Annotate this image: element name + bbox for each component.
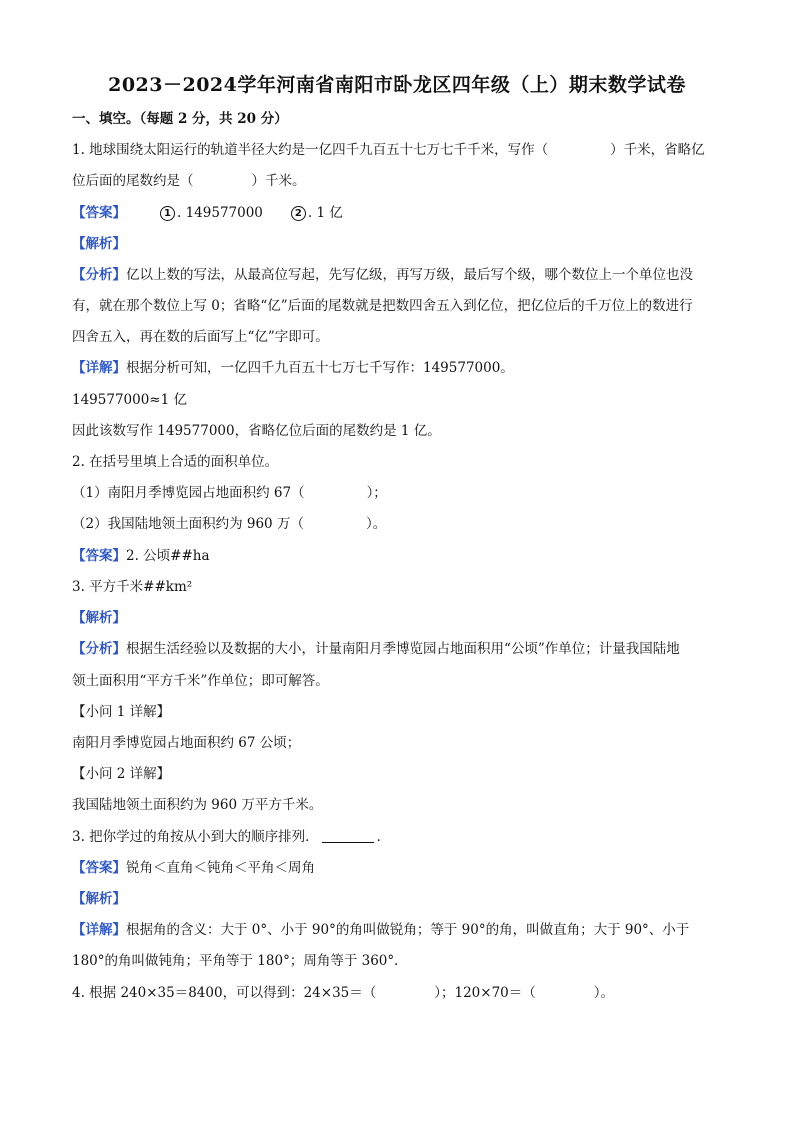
q1-jiexi-tag: 【解析】 xyxy=(72,236,126,252)
q2-xiaowen1-heading: 【小问 1 详解】 xyxy=(72,704,171,720)
q2-fenxi-line2: 领土面积用“平方千米”作单位；即可解答。 xyxy=(72,673,329,689)
q2-sub1 xyxy=(72,483,387,503)
q4-stem-text: 4. 根据 240×35＝8400，可以得到：24×35＝（ xyxy=(72,985,377,1001)
q3-xiangjie-text1: 根据角的含义：大于 0°、小于 90°的角叫做锐角；等于 90°的角，叫做直角；大于 90°、小于 xyxy=(126,922,690,938)
q2-sub1-end: ）； xyxy=(366,485,387,501)
q3-xiangjie-line2: 180°的角叫做钝角；平角等于 180°；周角等于 360°． xyxy=(72,953,408,969)
q3-stem-text: 3. 把你学过的角按从小到大的顺序排列． xyxy=(72,829,319,845)
answer-tag: 【答案】 xyxy=(72,205,126,221)
answer-tag: 【答案】 xyxy=(72,860,126,876)
circled-number-icon: 2 xyxy=(291,206,306,221)
answer-tag: 【答案】 xyxy=(72,548,126,564)
q2-answer-line2: 3. 平方千米##km² xyxy=(72,579,193,595)
q1-text-a: 1. 地球围绕太阳运行的轨道半径大约是一亿四千九百五十七万七千千米，写作（ xyxy=(72,142,549,158)
q1-xiangjie-line3: 因此该数写作 149577000，省略亿位后面的尾数约是 1 亿。 xyxy=(72,423,441,439)
fenxi-tag: 【分析】 xyxy=(72,641,126,657)
q2-fenxi-text1: 根据生活经验以及数据的大小，计量南阳月季博览园占地面积用“公顷”作单位；计量我国陆地 xyxy=(126,641,680,657)
q1-fenxi-line3: 四舍五入，再在数的后面写上“亿”字即可。 xyxy=(72,329,329,345)
q3-blank xyxy=(322,828,374,843)
page-title: 2023－2024学年河南省南阳市卧龙区四年级（上）期末数学试卷 xyxy=(108,74,686,96)
q2-answer-text: 2. 公顷##ha xyxy=(126,548,210,564)
q1-answer-2: . 1 亿 xyxy=(307,205,343,221)
q2-xiaowen1-text: 南阳月季博览园占地面积约 67 公顷； xyxy=(72,735,301,751)
q1-xiangjie-text1: 根据分析可知，一亿四千九百五十七万七千写作：149577000。 xyxy=(126,360,514,376)
q3-xiangjie-line1 xyxy=(72,920,689,940)
q2-sub2-text: （2）我国陆地领土面积约为 960 万（ xyxy=(72,516,304,532)
q3-jiexi-tag: 【解析】 xyxy=(72,891,126,907)
q2-xiaowen2-text: 我国陆地领土面积约为 960 万平方千米。 xyxy=(72,797,323,813)
q1-stem-line1 xyxy=(72,140,705,160)
q1-fenxi-line1 xyxy=(72,265,693,285)
q3-answer xyxy=(72,858,315,878)
xiangjie-tag: 【详解】 xyxy=(72,922,126,938)
q2-xiaowen2-heading: 【小问 2 详解】 xyxy=(72,766,171,782)
q1-xiangjie-line2: 149577000≈1 亿 xyxy=(72,392,187,408)
q1-fenxi-text1: 亿以上数的写法，从最高位写起，先写亿级，再写万级，最后写个级，哪个数位上一个单位也没 xyxy=(126,267,693,283)
q2-answer xyxy=(72,546,210,566)
q1-fenxi-line2: 有，就在那个数位上写 0；省略“亿”后面的尾数就是把数四舍五入到亿位，把亿位后的千万位上的数进行 xyxy=(72,298,693,314)
xiangjie-tag: 【详解】 xyxy=(72,360,126,376)
circled-number-icon: 1 xyxy=(160,206,175,221)
q1-text-c: 位后面的尾数约是（ xyxy=(72,173,194,189)
q2-fenxi-line1 xyxy=(72,639,680,659)
fenxi-tag: 【分析】 xyxy=(72,267,126,283)
q2-sub1-text: （1）南阳月季博览园占地面积约 67（ xyxy=(72,485,305,501)
q1-answer-1: . 149577000 xyxy=(177,205,263,221)
q4-stem-end: ）。 xyxy=(593,985,615,1001)
q3-stem-end: ． xyxy=(376,829,391,845)
q3-stem xyxy=(72,827,390,847)
section-heading: 一、填空。（每题 2 分，共 20 分） xyxy=(72,111,288,127)
q1-xiangjie-line1 xyxy=(72,358,514,378)
q3-answer-text: 锐角＜直角＜钝角＜平角＜周角 xyxy=(126,860,315,876)
q1-answer xyxy=(72,203,343,223)
q2-sub2-end: ）。 xyxy=(365,516,387,532)
q4-stem xyxy=(72,983,614,1003)
q2-sub2 xyxy=(72,514,386,534)
q2-jiexi-tag: 【解析】 xyxy=(72,610,126,626)
q1-text-d: ）千米。 xyxy=(251,173,306,189)
q1-text-b: ）千米，省略亿 xyxy=(610,142,705,158)
q1-stem-line2 xyxy=(72,171,306,191)
q4-stem-mid: ）；120×70＝（ xyxy=(434,985,536,1001)
q2-stem: 2. 在括号里填上合适的面积单位。 xyxy=(72,454,279,470)
